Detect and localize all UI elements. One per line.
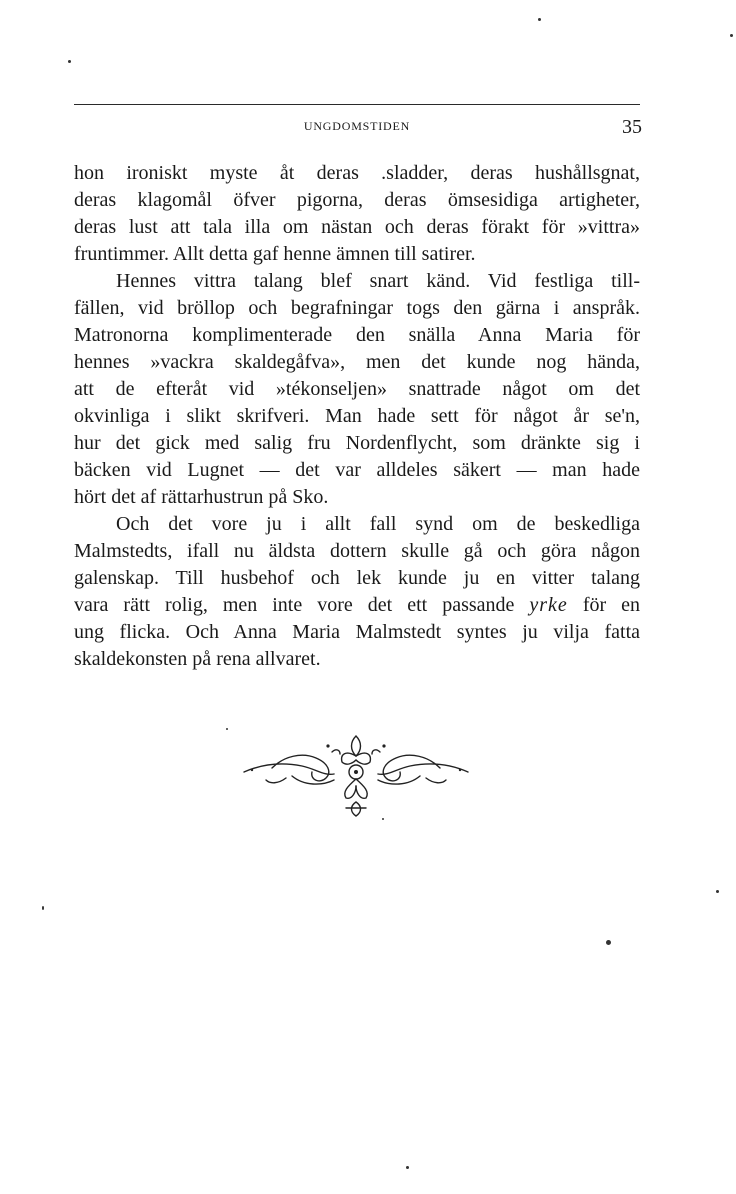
text-line: deras lust att tala illa om nästan och deras förakt för »vittra» bbox=[74, 216, 640, 238]
scan-speck bbox=[382, 818, 384, 820]
text-line: galenskap. Till husbehof och lek kunde ju en vitter talang bbox=[74, 567, 640, 589]
text-line: att de efteråt vid »tékonseljen» snattrade något om det bbox=[74, 378, 640, 400]
scan-speck bbox=[42, 906, 44, 910]
scan-speck bbox=[538, 18, 541, 21]
text-line-start: vara rätt rolig, men inte vore det ett passande bbox=[74, 594, 515, 616]
scan-speck bbox=[406, 1166, 409, 1169]
text-line: hennes »vackra skaldegåfva», men det kunde nog hända, bbox=[74, 351, 640, 373]
page-number: 35 bbox=[622, 116, 642, 138]
text-line: bäcken vid Lugnet — det var alldeles säkert — man hade bbox=[74, 459, 640, 481]
scan-speck bbox=[68, 60, 71, 63]
emphasized-word: yrke bbox=[529, 594, 568, 616]
text-line: hur det gick med salig fru Nordenflycht, som dränkte sig i bbox=[74, 432, 640, 454]
running-head bbox=[74, 116, 640, 138]
text-line: fällen, vid bröllop och begrafningar togs den gärna i anspråk. bbox=[74, 297, 640, 319]
text-line: Malmstedts, ifall nu äldsta dottern skulle gå och göra någon bbox=[74, 540, 640, 562]
text-line bbox=[74, 592, 640, 619]
text-line: Hennes vittra talang blef snart känd. Vid festliga till- bbox=[116, 270, 640, 292]
header-rule bbox=[74, 104, 640, 105]
text-line: Och det vore ju i allt fall synd om de beskedliga bbox=[116, 513, 640, 535]
text-line: okvinliga i slikt skrifveri. Man hade sett för något år se'n, bbox=[74, 405, 640, 427]
text-line: skaldekonsten på rena allvaret. bbox=[74, 648, 321, 670]
text-line: fruntimmer. Allt detta gaf henne ämnen till satirer. bbox=[74, 243, 476, 265]
scan-speck bbox=[716, 890, 719, 893]
scan-speck bbox=[606, 940, 611, 945]
text-line: hört det af rättarhustrun på Sko. bbox=[74, 486, 329, 508]
text-line: hon ironiskt myste åt deras .sladder, deras hushållsgnat, bbox=[74, 162, 640, 184]
scan-speck bbox=[730, 34, 733, 37]
floral-tailpiece-icon bbox=[242, 728, 470, 818]
text-line: Matronorna komplimenterade den snälla Anna Maria för bbox=[74, 324, 640, 346]
scan-speck bbox=[226, 728, 228, 730]
text-line: ung flicka. Och Anna Maria Malmstedt syntes ju vilja fatta bbox=[74, 621, 640, 643]
body-text bbox=[74, 160, 640, 673]
running-title: UNGDOMSTIDEN bbox=[303, 119, 411, 133]
text-line: deras klagomål öfver pigorna, deras ömsesidiga artigheter, bbox=[74, 189, 640, 211]
text-line-end: för en bbox=[582, 594, 640, 616]
